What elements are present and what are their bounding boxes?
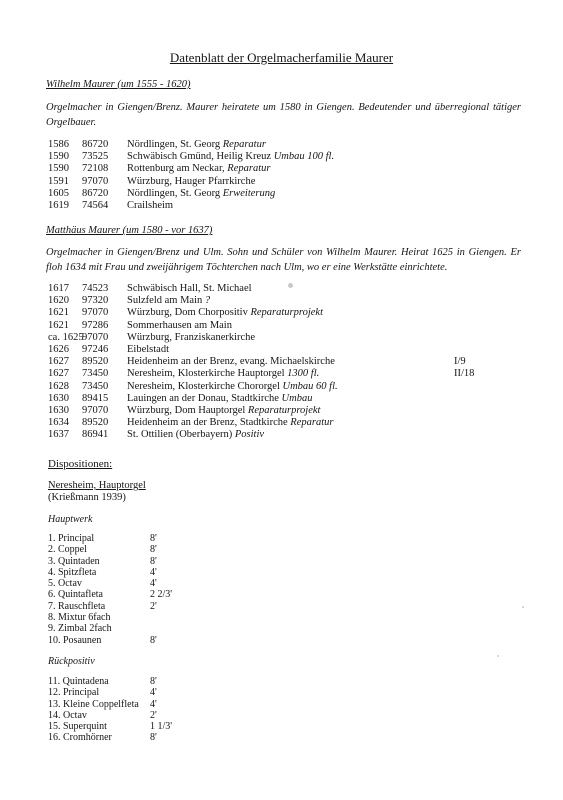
work-row: [48, 139, 528, 151]
work-row: [48, 332, 528, 344]
works-list-matthaeus: [48, 283, 528, 441]
stop-row: [48, 612, 248, 623]
work-place: [127, 188, 275, 200]
work-place-text: Neresheim, Klosterkirche Chororgel: [127, 380, 283, 392]
stop-name: 12. Principal: [48, 687, 100, 699]
organ-source: (Krießmann 1939): [48, 492, 126, 503]
work-note: Umbau 60 fl.: [282, 380, 338, 392]
stop-row: [48, 533, 248, 544]
stop-row: [48, 544, 248, 555]
stop-row: [48, 601, 248, 612]
work-place-text: Schwäbisch Hall, St. Michael: [127, 283, 252, 294]
work-place: [127, 368, 319, 380]
work-row: [48, 151, 528, 163]
work-place-text: Heidenheim an der Brenz, evang. Michaelskirche: [127, 356, 335, 368]
work-year: 1590: [48, 151, 69, 163]
work-postcode: 72108: [82, 163, 109, 175]
stop-name: 15. Superquint: [48, 721, 107, 733]
stop-pitch: 8': [150, 732, 157, 744]
stop-name: 14. Octav: [48, 709, 87, 721]
work-manual-stops: I/9: [454, 356, 466, 368]
stop-pitch: 1 1/3': [150, 721, 173, 733]
stop-name: 2. Coppel: [48, 544, 87, 556]
work-note: Erweiterung: [222, 187, 276, 199]
work-year: 1627: [48, 368, 69, 380]
work-year: ca. 1625: [48, 331, 84, 343]
work-row: [48, 188, 528, 200]
work-row: [48, 344, 528, 356]
work-note: ?: [204, 295, 211, 307]
work-postcode: 97070: [82, 331, 109, 343]
stop-name: 5. Octav: [48, 578, 82, 590]
work-postcode: 86720: [82, 139, 109, 150]
work-year: 1630: [48, 404, 69, 416]
stop-pitch: 8': [150, 544, 157, 556]
work-place: [127, 307, 323, 319]
work-postcode: 73525: [82, 151, 109, 163]
scan-speck: [522, 606, 524, 608]
stop-name: 1. Principal: [48, 533, 95, 544]
stop-name: 9. Zimbal 2fach: [48, 623, 112, 635]
division-title-rueckpositiv: Rückpositiv: [48, 656, 95, 667]
organ-info: [48, 480, 146, 504]
work-place: [127, 176, 255, 188]
work-place: [127, 393, 312, 405]
work-place-text: Nördlingen, St. Georg: [127, 187, 223, 199]
stop-name: 16. Cromhörner: [48, 732, 112, 744]
organ-name: Neresheim, Hauptorgel: [48, 480, 146, 491]
work-row: [48, 381, 528, 393]
scan-speck: [497, 655, 499, 657]
stop-pitch: 4': [150, 698, 157, 710]
stop-row: [48, 721, 248, 732]
work-postcode: 73450: [82, 368, 109, 380]
stop-name: 4. Spitzfleta: [48, 566, 97, 578]
stop-pitch: 8': [150, 533, 157, 544]
stop-name: 10. Posaunen: [48, 634, 102, 646]
work-postcode: 86941: [82, 429, 109, 441]
work-postcode: 97246: [82, 343, 109, 355]
work-note: Umbau 100 fl.: [273, 151, 335, 163]
work-year: 1630: [48, 392, 69, 404]
stop-pitch: 2': [150, 600, 157, 612]
stop-pitch: 4': [150, 578, 157, 590]
work-place-text: Würzburg, Franziskanerkirche: [127, 331, 256, 343]
work-place-text: Würzburg, Dom Hauptorgel: [127, 404, 248, 416]
stop-pitch: 8': [150, 634, 157, 646]
stop-row: [48, 589, 248, 600]
work-postcode: 97286: [82, 319, 109, 331]
work-row: [48, 200, 528, 212]
work-year: 1626: [48, 343, 69, 355]
stop-row: [48, 635, 248, 646]
work-place: [127, 320, 232, 332]
stop-row: [48, 699, 248, 710]
work-year: 1621: [48, 319, 69, 331]
work-place-text: Heidenheim an der Brenz, Stadtkirche: [127, 417, 291, 429]
work-year: 1627: [48, 356, 69, 368]
stops-list-hauptwerk: [48, 533, 248, 646]
work-postcode: 89520: [82, 417, 109, 429]
stop-name: 8. Mixtur 6fach: [48, 612, 111, 624]
works-list-wilhelm: [48, 139, 528, 212]
work-place: [127, 356, 335, 368]
stop-name: 7. Rauschfleta: [48, 600, 106, 612]
work-row: [48, 417, 528, 429]
work-postcode: 86720: [82, 187, 109, 199]
division-title-hauptwerk: Hauptwerk: [48, 514, 93, 525]
work-place-text: Schwäbisch Gmünd, Heilig Kreuz: [127, 151, 274, 163]
stop-pitch: 8': [150, 676, 157, 687]
work-year: 1591: [48, 175, 69, 187]
work-note: Reparatur: [227, 163, 271, 175]
work-row: [48, 393, 528, 405]
work-place-text: Nördlingen, St. Georg: [127, 139, 223, 150]
work-note: Positiv: [234, 429, 265, 441]
work-row: [48, 163, 528, 175]
work-postcode: 89415: [82, 392, 109, 404]
stops-list-rueckpositiv: [48, 676, 248, 744]
stop-row: [48, 556, 248, 567]
work-row: [48, 429, 528, 441]
scan-speck: [288, 283, 293, 288]
work-note: Reparatur: [290, 417, 334, 429]
work-place: [127, 344, 169, 356]
work-row: [48, 368, 528, 380]
work-row: [48, 176, 528, 188]
work-place: [127, 417, 333, 429]
work-place-text: Sommerhausen am Main: [127, 319, 232, 331]
work-place-text: Rottenburg am Neckar,: [127, 163, 228, 175]
work-place: [127, 405, 320, 417]
stop-row: [48, 687, 248, 698]
work-note: Reparatur: [222, 139, 266, 150]
stop-name: 13. Kleine Coppelfleta: [48, 698, 139, 710]
stop-row: [48, 710, 248, 721]
stop-pitch: 4': [150, 566, 157, 578]
work-postcode: 89520: [82, 356, 109, 368]
stop-name: 3. Quintaden: [48, 555, 100, 567]
stop-row: [48, 732, 248, 743]
work-place-text: Crailsheim: [127, 199, 174, 211]
work-postcode: 97070: [82, 404, 109, 416]
work-place: [127, 332, 255, 344]
stop-name: 11. Quintadena: [48, 676, 109, 687]
stop-name: 6. Quintafleta: [48, 589, 103, 601]
work-place-text: Eibelstadt: [127, 343, 169, 355]
work-note: Reparaturprojekt: [250, 307, 323, 319]
work-place-text: St. Ottilien (Oberbayern): [127, 429, 235, 441]
work-year: 1605: [48, 187, 69, 199]
stop-pitch: 2 2/3': [150, 589, 173, 601]
work-place-text: Lauingen an der Donau, Stadtkirche: [127, 392, 282, 404]
page-title: Datenblatt der Orgelmacherfamilie Maurer: [169, 50, 394, 65]
work-row: [48, 307, 528, 319]
section-heading-matthaeus: Matthäus Maurer (um 1580 - vor 1637): [46, 225, 213, 236]
stop-pitch: 8': [150, 555, 157, 567]
work-year: 1634: [48, 417, 69, 429]
stop-row: [48, 567, 248, 578]
work-year: 1621: [48, 307, 69, 319]
work-postcode: 97070: [82, 307, 109, 319]
work-place-text: Sulzfeld am Main: [127, 295, 205, 307]
work-year: 1586: [48, 139, 69, 150]
work-year: 1619: [48, 199, 69, 211]
work-place: [127, 283, 252, 295]
section-heading-wilhelm: Wilhelm Maurer (um 1555 - 1620): [46, 79, 191, 90]
work-year: 1628: [48, 380, 69, 392]
work-place: [127, 429, 264, 441]
dispositions-heading: Dispositionen:: [48, 458, 113, 470]
description-wilhelm: Orgelmacher in Giengen/Brenz. Maurer heiratete um 1580 in Giengen. Bedeutender und überregional tätiger Orgelbauer.: [46, 102, 521, 128]
work-row: [48, 320, 528, 332]
stop-row: [48, 578, 248, 589]
work-note: 1300 fl.: [287, 368, 320, 380]
stop-row: [48, 623, 248, 634]
work-place: [127, 200, 173, 212]
work-postcode: 97320: [82, 295, 109, 307]
work-postcode: 73450: [82, 380, 109, 392]
work-place-text: Würzburg, Hauger Pfarrkirche: [127, 175, 256, 187]
work-place: [127, 139, 266, 151]
work-place: [127, 163, 270, 175]
work-postcode: 74564: [82, 199, 109, 211]
work-year: 1590: [48, 163, 69, 175]
work-year: 1637: [48, 429, 69, 441]
work-place: [127, 151, 334, 163]
work-place: [127, 381, 338, 393]
work-place: [127, 295, 210, 307]
work-manual-stops: II/18: [454, 368, 475, 380]
work-year: 1620: [48, 295, 69, 307]
stop-pitch: 2': [150, 709, 157, 721]
work-postcode: 97070: [82, 175, 109, 187]
description-matthaeus: Orgelmacher in Giengen/Brenz und Ulm. Sohn und Schüler von Wilhelm Maurer. Heirat 1625 in Giengen. Er floh 1634 mit Frau und zweijährigem Töchterchen nach Ulm, wo er eine Werkstätte einrichtete.: [46, 247, 521, 273]
stop-pitch: 4': [150, 687, 157, 699]
work-place-text: Würzburg, Dom Chorpositiv: [127, 307, 251, 319]
work-row: [48, 356, 528, 368]
work-year: 1617: [48, 283, 69, 294]
work-row: [48, 405, 528, 417]
work-note: Reparaturprojekt: [247, 404, 321, 416]
work-row: [48, 295, 528, 307]
work-postcode: 74523: [82, 283, 109, 294]
work-place-text: Neresheim, Klosterkirche Hauptorgel: [127, 368, 288, 380]
work-note: Umbau: [281, 392, 313, 404]
stop-row: [48, 676, 248, 687]
